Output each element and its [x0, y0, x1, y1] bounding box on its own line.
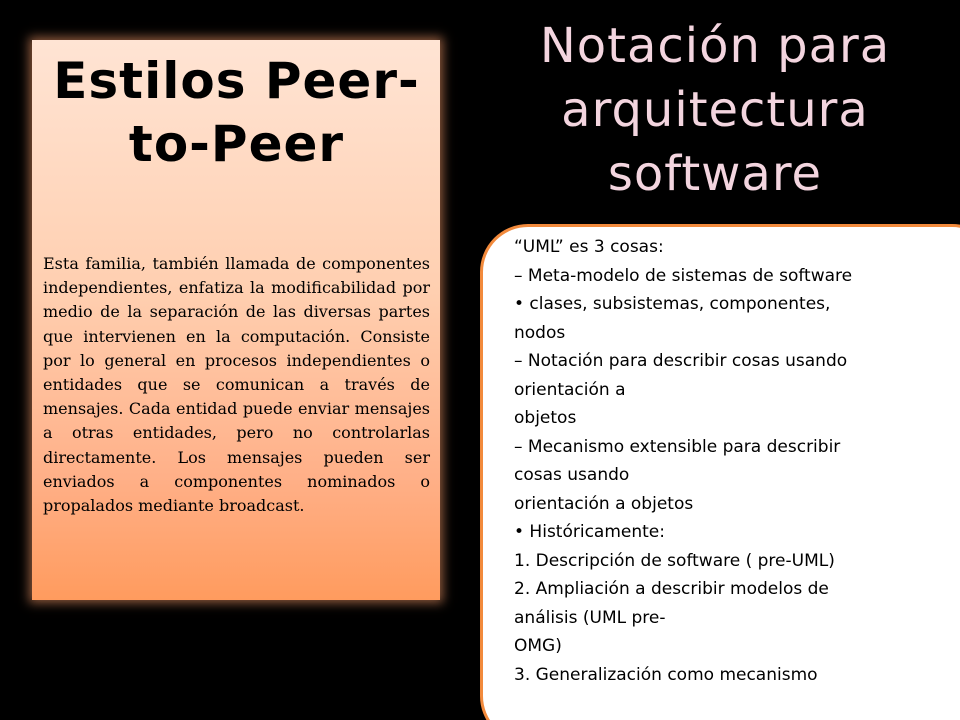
uml-line-list	[514, 233, 960, 689]
uml-content-box	[480, 224, 960, 720]
description-line: modificabilidad por medio de la	[43, 278, 431, 322]
peer-to-peer-title-line: to-Peer	[128, 115, 345, 173]
description-line: por lo general en procesos independientes	[43, 350, 421, 370]
description-line: nominados o propalados mediante	[43, 471, 430, 516]
description-line: mensajes. Cada entidad puede enviar	[43, 399, 355, 419]
uml-line: 1. Descripción de software ( pre-UML)	[514, 550, 835, 571]
uml-line: orientación a objetos	[514, 493, 694, 514]
peer-to-peer-description	[43, 252, 430, 518]
peer-to-peer-card	[32, 40, 440, 600]
uml-line: objetos	[514, 408, 577, 428]
description-line: separación de las diversas partes que	[43, 302, 430, 346]
uml-line: nodos	[514, 322, 566, 343]
uml-line: cosas usando	[514, 465, 630, 485]
uml-line: análisis (UML pre-	[514, 607, 666, 628]
uml-line: • clases, subsistemas, componentes,	[514, 294, 831, 314]
description-line: broadcast.	[218, 496, 305, 516]
description-line: pueden ser enviados a componentes	[43, 447, 430, 491]
description-line: componentes independientes, enfatiza la	[43, 254, 430, 298]
uml-line: 2. Ampliación a describir modelos de	[514, 579, 829, 599]
uml-line: “UML” es 3 cosas:	[514, 237, 664, 257]
description-line: o entidades que se comunican a través de	[43, 350, 430, 395]
uml-line: 3. Generalización como mecanismo	[514, 664, 818, 685]
slide-title-line: software	[607, 146, 823, 202]
description-line: intervienen en la computación. Consiste	[83, 326, 430, 346]
uml-line: – Mecanismo extensible para describir	[514, 436, 841, 457]
uml-line: – Notación para describir cosas usando	[514, 351, 848, 371]
peer-to-peer-title	[43, 50, 430, 176]
description-line: controlarlas directamente. Los mensajes	[43, 423, 430, 467]
uml-line: – Meta-modelo de sistemas de software	[514, 265, 853, 286]
description-line: mensajes a otras entidades, pero no	[43, 399, 430, 443]
uml-line: OMG)	[514, 636, 562, 656]
slide-title-line: arquitectura	[561, 82, 869, 138]
description-line: Esta familia, también llamada de	[43, 254, 323, 273]
peer-to-peer-title-line: Estilos Peer-	[53, 52, 420, 110]
uml-line: • Históricamente:	[514, 522, 665, 542]
uml-line: orientación a	[514, 379, 626, 400]
slide-title	[470, 14, 960, 206]
slide-title-line: Notación para	[539, 18, 891, 74]
